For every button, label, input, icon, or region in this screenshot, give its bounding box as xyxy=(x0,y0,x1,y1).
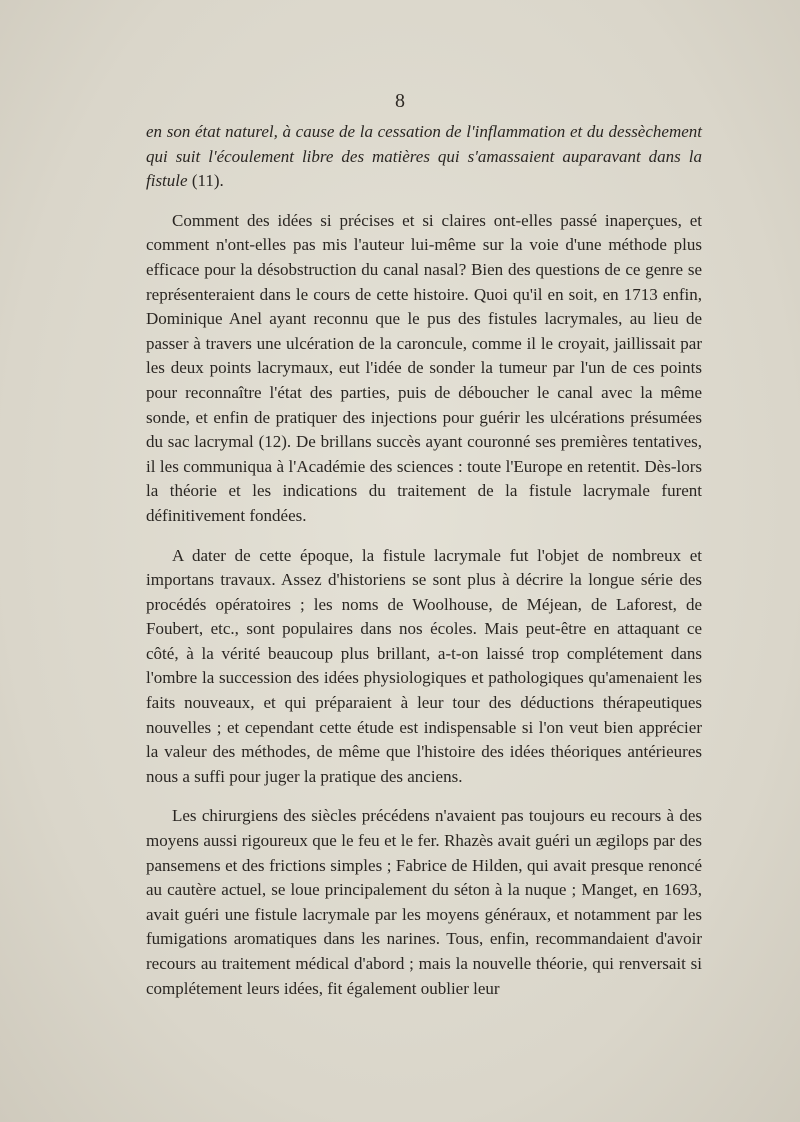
page-number: 8 xyxy=(395,90,405,112)
paragraph: A dater de cette époque, la fistule lacrymale fut l'objet de nombreux et importans travaux. Assez d'historiens se sont plus à décrire la longue série des procédés opératoires ; les noms de Woolhouse, de Méjean, de Laforest, de Foubert, etc., sont populaires dans nos écoles. Mais peut-être en attaquant ce côté, à la vérité beaucoup plus brillant, a-t-on laissé trop complétement dans l'ombre la succession des idées physiologiques et pathologiques qu'amenaient les faits nouveaux, et qui préparaient à leur tour des déductions thérapeutiques nouvelles ; et cependant cette étude est indispensable si l'on veut bien apprécier la valeur des méthodes, de même que l'histoire des idées théoriques antérieures nous a suffi pour juger la pratique des anciens. xyxy=(146,545,702,786)
footnote-ref: (11). xyxy=(187,171,224,191)
paragraph: Comment des idées si précises et si claires ont-elles passé inaperçues, et comment n'ont-elles pas mis l'auteur lui-même sur la voie d'une méthode plus efficace pour la désobstruction du canal nasal? Bien des questions de ce genre se représenteraient dans le cours de cette histoire. Quoi qu'il en soit, en 1713 enfin, Dominique Anel ayant reconnu que le pus des fistules lacrymales, au lieu de passer à travers une ulcération de la caroncule, comme il le croyait, jaillissait par les deux points lacrymaux, eut l'idée de sonder la tumeur par l'un de ces points pour reconnaître l'état des parties, puis de déboucher le canal avec la même sonde, et enfin de pratiquer des injections pour guérir les ulcérations présumées du sac lacrymal (12). De brillans succès ayant couronné ses premières tentatives, il les communiqua à l'Académie des sciences : toute l'Europe en retentit. Dès-lors la théorie et les indications du traitement de la fistule lacrymale furent définitivement fondées. xyxy=(146,210,702,525)
paragraph: Les chirurgiens des siècles précédens n'avaient pas toujours eu recours à des moyens aussi rigoureux que le feu et le fer. Rhazès avait guéri un ægilops par des pansemens et des frictions simples ; Fabrice de Hilden, qui avait presque renoncé au cautère actuel, se loue principalement du séton à la nuque ; Manget, en 1693, avait guéri une fistule lacrymale par les moyens généraux, et notamment par les fumigations aromatiques dans les narines. Tous, enfin, recommandaient d'avoir recours au traitement médical d'abord ; mais la nouvelle théorie, qui renversait si complétement leurs idées, fit également oublier leur xyxy=(146,806,702,998)
italic-quote: en son état naturel, à cause de la cessation de l'inflammation et du dessèchement qui suit l'écoulement libre des matières qui s'amassaient auparavant dans la fistule xyxy=(146,122,702,191)
body-text xyxy=(146,120,702,1001)
paragraph-continuation xyxy=(146,120,702,194)
